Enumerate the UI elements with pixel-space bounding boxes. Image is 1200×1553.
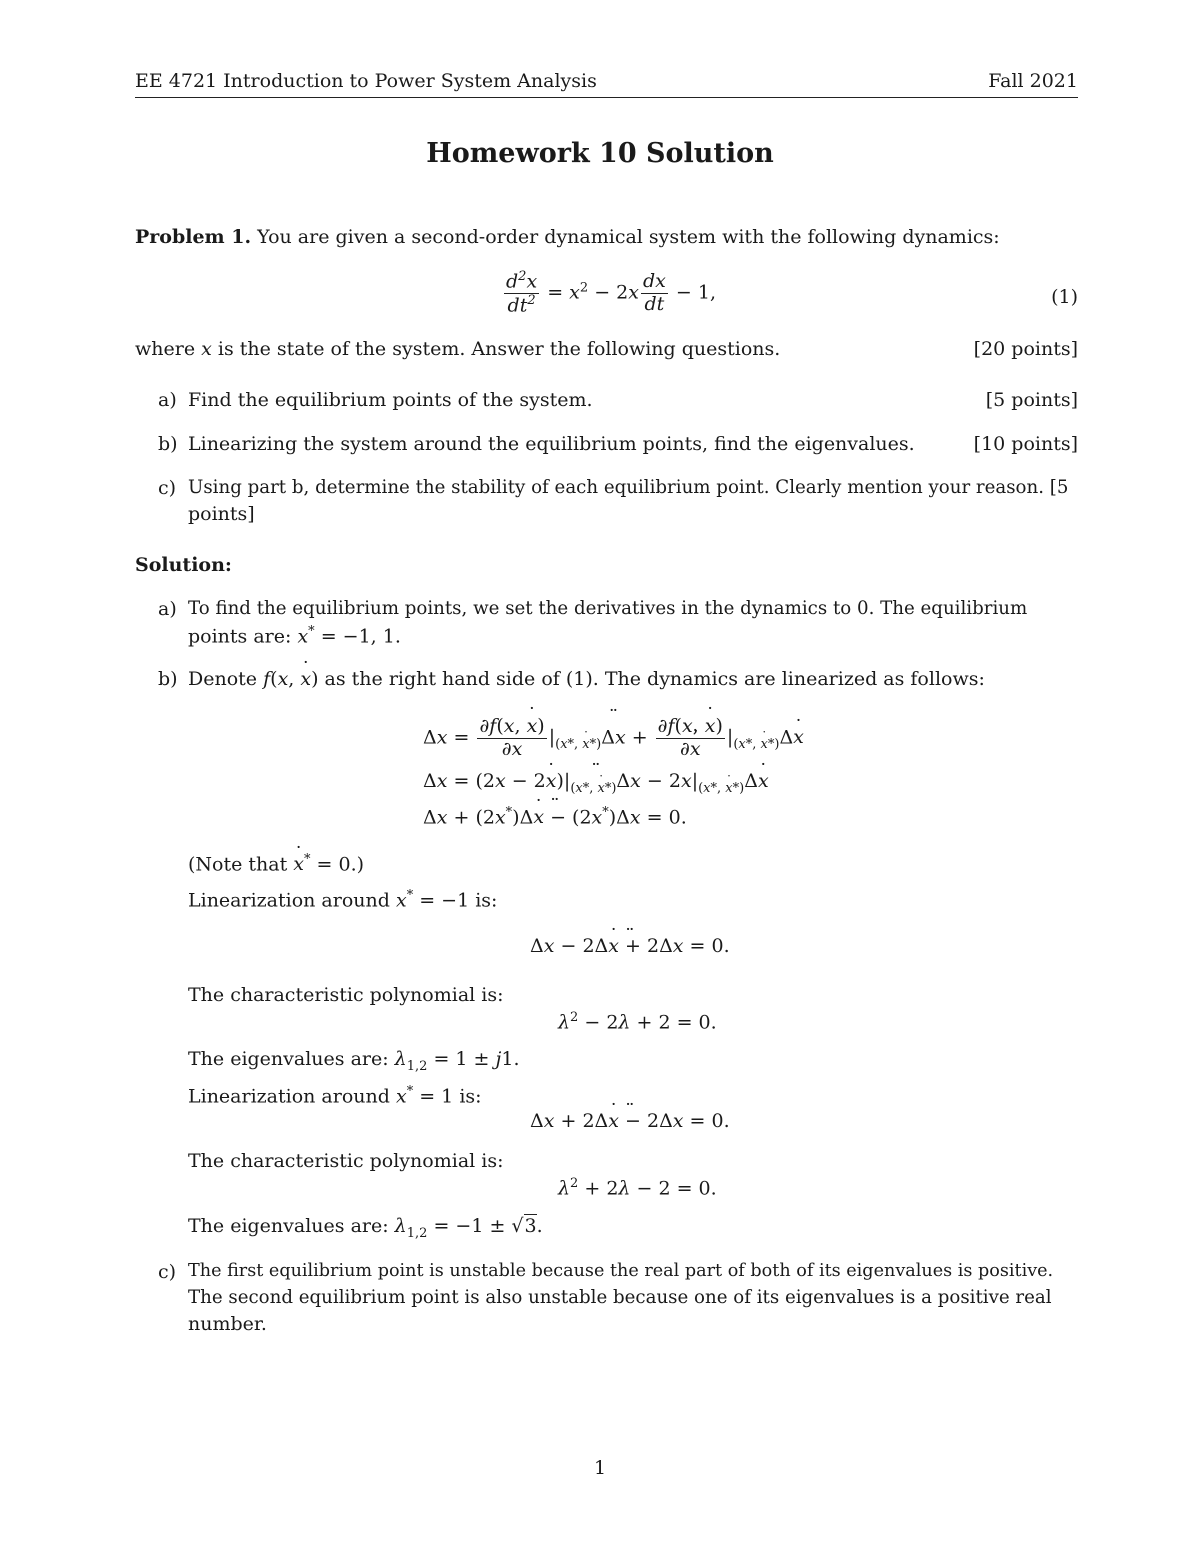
problem-intro <box>135 226 1000 248</box>
lin2-suffix: is: <box>459 1085 482 1108</box>
question-a-text: Find the equilibrium points of the system. <box>188 389 593 411</box>
charpoly-2-label: The characteristic polynomial is: <box>188 1150 504 1172</box>
partial-x-fraction: $\frac{\partial f(x, x ˙)}{\partial x}$ <box>477 716 546 761</box>
linearization-eq-3: Δx ¨ + (2x*)Δx ˙ − (2x*)Δx = 0. <box>423 805 687 828</box>
linearization-eq-2: Δx ¨ = (2x − 2x $˙)|_{(x*, x ˙*)}\Delta x - 2x|_{(x*, x ˙*)}\Delta x$ ˙ <box>423 770 769 796</box>
eigen-1-line: The eigenvalues are: $\lambda_{1,2} = 1 \pm j1$. <box>188 1048 520 1074</box>
solution-a-prefix: points are: <box>188 625 292 648</box>
solution-c-line1: The first equilibrium point is unstable because the real part of both of its eigenvalues is positive. <box>188 1261 1054 1281</box>
linearized-eq-1: Δx ¨ − 2Δx ˙ + 2Δx = 0. <box>530 935 730 957</box>
linearized-eq-2: Δx ¨ + 2Δx ˙ − 2Δx = 0. <box>530 1110 730 1132</box>
equation-1: $\frac{d^2x}{dt^2}$ = $x^2 - 2x$ $\frac{dx}{dt}$ − 1, <box>506 269 717 317</box>
solution-b-prefix: Denote <box>188 668 258 690</box>
question-b-text: Linearizing the system around the equilibrium points, find the eigenvalues. <box>188 433 915 455</box>
d2x-dt2-fraction: $\frac{d^2x}{dt^2}$ <box>506 269 538 317</box>
term-header: Fall 2021 <box>988 70 1078 92</box>
solution-b-label: b) <box>158 668 178 690</box>
linearization-1-line: Linearization around x* = −1 is: <box>188 888 498 912</box>
solution-a-label: a) <box>158 598 177 620</box>
course-header: EE 4721 Introduction to Power System Analysis <box>135 70 597 92</box>
question-a-label: a) <box>158 389 177 411</box>
lin1-prefix: Linearization around <box>188 889 390 912</box>
question-b-points: [10 points] <box>973 433 1078 455</box>
partial-xdot-fraction: $\frac{\partial f(x, x ˙)}{\partial x}$ ˙ <box>656 716 725 761</box>
equation-number: (1) <box>1051 286 1078 308</box>
solution-b-suffix: as the right hand side of (1). The dynamics are linearized as follows: <box>324 668 985 690</box>
where-text: where x is the state of the system. Answer the following questions. <box>135 338 781 360</box>
charpoly-2-eq: $\lambda^2 + 2\lambda - 2 = 0$. <box>558 1176 717 1200</box>
header-rule <box>135 97 1078 98</box>
charpoly-1-label: The characteristic polynomial is: <box>188 984 504 1006</box>
question-b-label: b) <box>158 433 178 455</box>
solution-c-label: c) <box>158 1261 177 1283</box>
lin2-prefix: Linearization around <box>188 1085 390 1108</box>
linearization-2-line: Linearization around x* = 1 is: <box>188 1084 482 1108</box>
solution-b-line: Denote f(x, x ˙) as the right hand side of (1). The dynamics are linearized as follows: <box>188 668 985 690</box>
eig1-prefix: The eigenvalues are: <box>188 1048 389 1070</box>
question-c-cont: points] <box>188 503 255 525</box>
linearization-eq-1: Δx ¨ = $\frac{\partial f(x, x ˙)}{\partial x}$ $|_{(x*, x ˙*)}\Delta x$ + $\frac{\partial f(x, x ˙)}{\partial x}$ ˙ $|_{(x*, x ˙*)}\Delta x$ ˙ <box>423 716 804 761</box>
note-line: (Note that x ˙* = 0.) <box>188 852 364 875</box>
total-points: [20 points] <box>973 338 1078 360</box>
question-c-label: c) <box>158 477 177 499</box>
eigen-2-line: The eigenvalues are: $\lambda_{1,2} = -1 \pm √3$. <box>188 1215 543 1241</box>
page-number: 1 <box>593 1457 607 1479</box>
solution-heading: Solution: <box>135 554 232 576</box>
dx-dt-fraction: $\frac{dx}{dt}$ <box>642 270 666 316</box>
lin1-suffix: is: <box>475 889 498 912</box>
solution-a-line2: points are: x* = −1, 1. <box>188 624 401 648</box>
eig2-prefix: The eigenvalues are: <box>188 1215 389 1237</box>
document-title: Homework 10 Solution <box>426 138 774 169</box>
solution-a-line1: To find the equilibrium points, we set the derivatives in the dynamics to 0. The equilibrium <box>188 598 1028 619</box>
solution-c-line3: number. <box>188 1313 267 1335</box>
charpoly-1-eq: $\lambda^2 - 2\lambda + 2 = 0$. <box>558 1010 717 1034</box>
question-a-points: [5 points] <box>985 389 1078 411</box>
problem-label: Problem 1. <box>135 226 252 248</box>
question-c-text: Using part b, determine the stability of each equilibrium point. Clearly mention your reason. [5 <box>188 477 1069 498</box>
note-prefix: (Note that <box>188 853 288 876</box>
solution-c-line2: The second equilibrium point is also unstable because one of its eigenvalues is a positive real <box>188 1287 1052 1308</box>
problem-intro-text: You are given a second-order dynamical system with the following dynamics: <box>257 226 1000 248</box>
